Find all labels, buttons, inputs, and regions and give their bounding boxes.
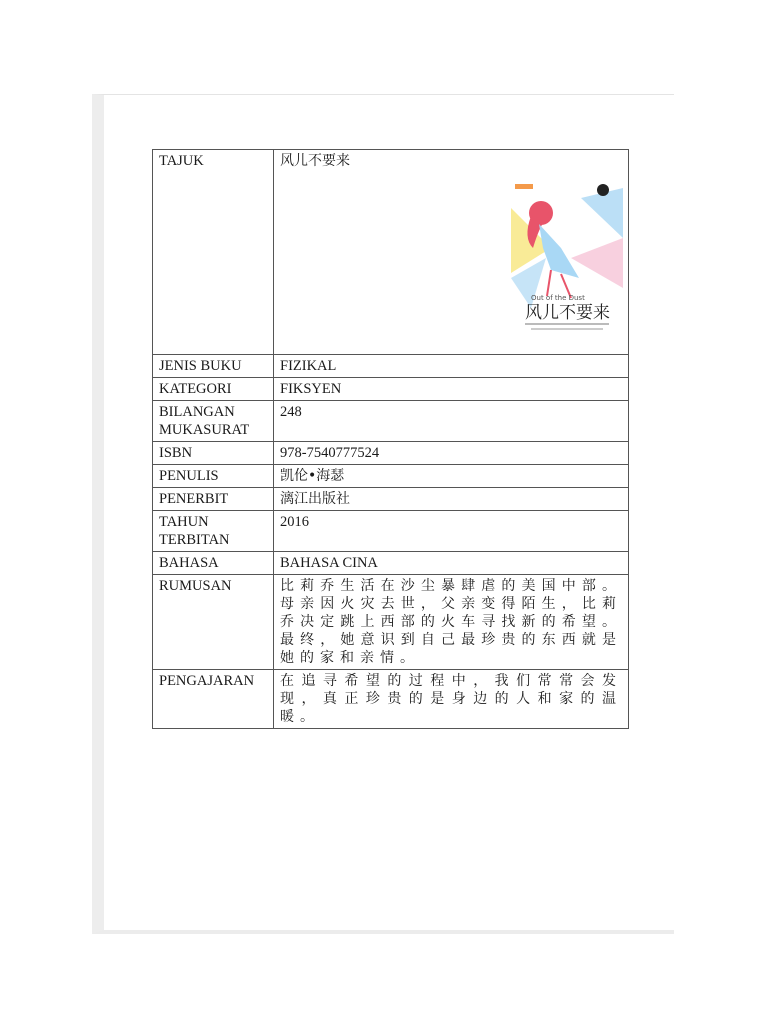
book-info-table: [152, 149, 629, 729]
row-kategori: [153, 378, 629, 401]
row-tahun-terbitan: [153, 511, 629, 552]
label-penulis: PENULIS: [153, 465, 274, 488]
cover-subtitle: Out of the Dust: [531, 294, 585, 302]
value-pengajaran: 在追寻希望的过程中，我们常常会发现，真正珍贵的是身边的人和家的温暖。: [274, 670, 629, 729]
value-bilangan-mukasurat: 248: [274, 401, 629, 442]
row-isbn: [153, 442, 629, 465]
book-cover-image: [511, 178, 623, 333]
row-pengajaran: [153, 670, 629, 729]
value-penulis: 凯伦•海瑟: [274, 465, 629, 488]
row-tajuk: [153, 150, 629, 355]
label-rumusan: RUMUSAN: [153, 575, 274, 670]
value-isbn: 978-7540777524: [274, 442, 629, 465]
cover-title: 风儿不要来: [525, 303, 610, 323]
label-isbn: ISBN: [153, 442, 274, 465]
value-tajuk: 风儿不要来: [280, 153, 350, 169]
value-penerbit: 漓江出版社: [274, 488, 629, 511]
row-bilangan-mukasurat: [153, 401, 629, 442]
value-rumusan: 比莉乔生活在沙尘暴肆虐的美国中部。母亲因火灾去世，父亲变得陌生，比莉乔决定跳上西部的火车寻找新的希望。最终，她意识到自己最珍贵的东西就是她的家和亲情。: [274, 575, 629, 670]
label-pengajaran: PENGAJARAN: [153, 670, 274, 729]
label-tajuk: TAJUK: [153, 150, 274, 355]
row-jenis-buku: [153, 355, 629, 378]
row-bahasa: [153, 552, 629, 575]
value-jenis-buku: FIZIKAL: [274, 355, 629, 378]
label-penerbit: PENERBIT: [153, 488, 274, 511]
row-penulis: [153, 465, 629, 488]
value-tahun-terbitan: 2016: [274, 511, 629, 552]
label-kategori: KATEGORI: [153, 378, 274, 401]
row-penerbit: [153, 488, 629, 511]
value-tajuk-cell: [274, 150, 629, 355]
label-tahun-terbitan: TAHUN TERBITAN: [153, 511, 274, 552]
value-bahasa: BAHASA CINA: [274, 552, 629, 575]
label-jenis-buku: JENIS BUKU: [153, 355, 274, 378]
label-bahasa: BAHASA: [153, 552, 274, 575]
row-rumusan: [153, 575, 629, 670]
label-bilangan-mukasurat: BILANGAN MUKASURAT: [153, 401, 274, 442]
value-kategori: FIKSYEN: [274, 378, 629, 401]
